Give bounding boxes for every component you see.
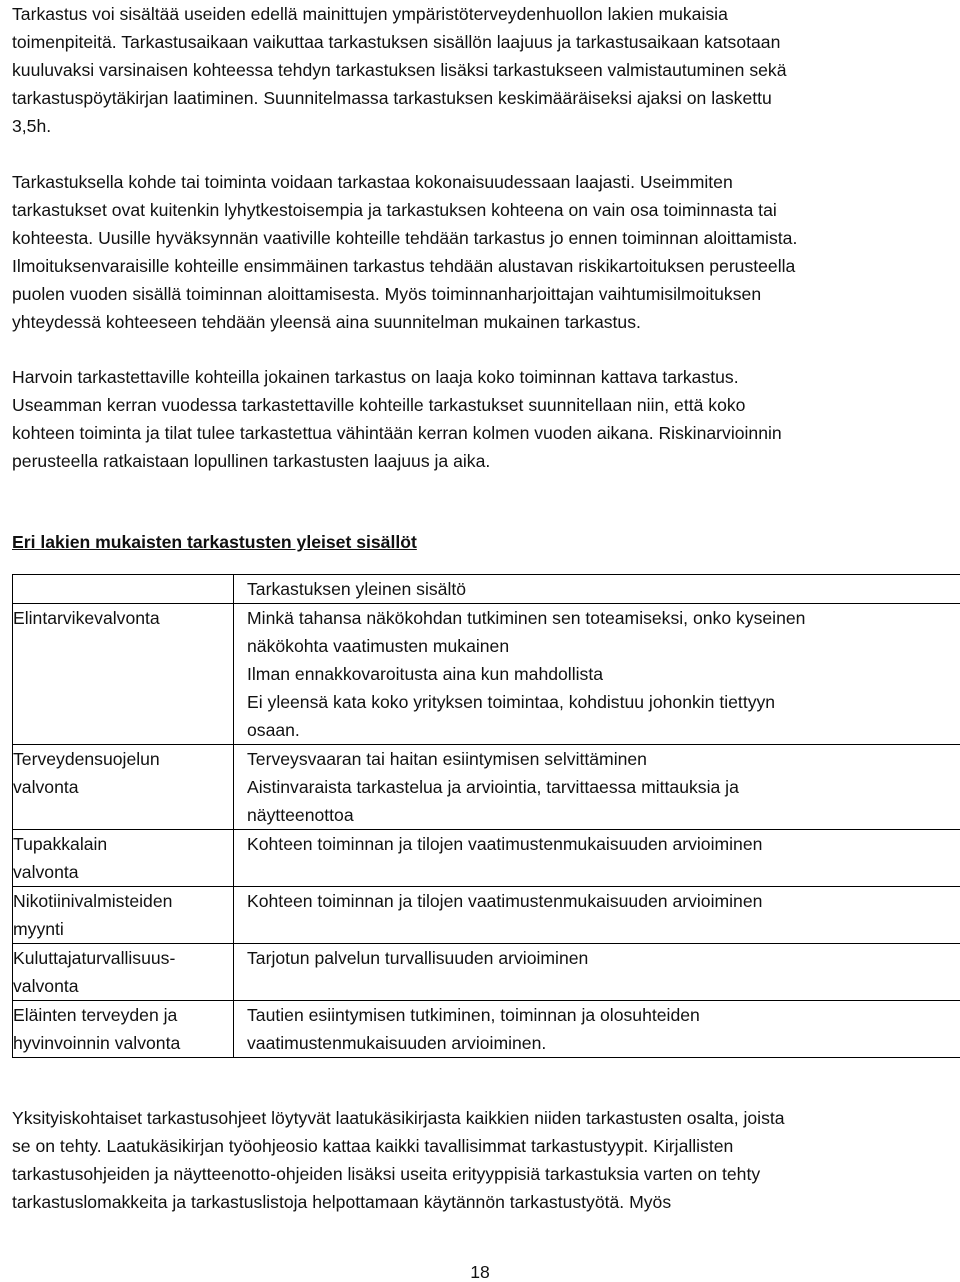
law-name: Nikotiinivalmisteiden (13, 891, 173, 911)
table-header-label: Tarkastuksen yleinen sisältö (247, 579, 467, 599)
law-name: valvonta (13, 777, 79, 797)
section-heading: Eri lakien mukaisten tarkastusten yleiset sisällöt (12, 532, 417, 552)
content-line: vaatimustenmukaisuuden arvioiminen. (247, 1033, 547, 1053)
law-name: hyvinvoinnin valvonta (13, 1033, 181, 1053)
law-name-cell (13, 887, 234, 944)
inspection-content-table (12, 574, 960, 1058)
page-number: 18 (470, 1262, 490, 1282)
table-row (13, 1001, 960, 1058)
content-line: näytteenottoa (247, 805, 354, 825)
content-line: osaan. (247, 720, 300, 740)
law-name-cell (13, 1001, 234, 1058)
content-line: Kohteen toiminnan ja tilojen vaatimustenmukaisuuden arvioiminen (247, 891, 763, 911)
content-line: Kohteen toiminnan ja tilojen vaatimustenmukaisuuden arvioiminen (247, 834, 763, 854)
table-header-row (13, 575, 960, 604)
content-line: Ei yleensä kata koko yrityksen toimintaa, kohdistuu johonkin tiettyyn (247, 692, 776, 712)
text-line: perusteella ratkaistaan lopullinen tarkastusten laajuus ja aika. (12, 451, 491, 471)
table-header-empty-cell (13, 575, 234, 604)
paragraph-inspection-frequency (12, 363, 948, 475)
text-line: yhteydessä kohteeseen tehdään yleensä aina suunnitelman mukainen tarkastus. (12, 312, 641, 332)
content-line: näkökohta vaatimusten mukainen (247, 636, 510, 656)
law-name: Terveydensuojelun (13, 749, 160, 769)
text-line: tarkastuslomakkeita ja tarkastuslistoja helpottamaan käytännön tarkastustyötä. Myös (12, 1192, 672, 1212)
text-line: Harvoin tarkastettaville kohteilla jokainen tarkastus on laaja koko toiminnan kattava tarkastus. (12, 367, 739, 387)
text-line: Ilmoituksenvaraisille kohteille ensimmäinen tarkastus tehdään alustavan riskikartoituksen perusteella (12, 256, 796, 276)
text-line: puolen vuoden sisällä toiminnan aloittamisesta. Myös toiminnanharjoittajan vaihtumisilmoituksen (12, 284, 762, 304)
table-row (13, 604, 960, 745)
text-line: tarkastukset ovat kuitenkin lyhytkestoisempia ja tarkastuksen kohteena on vain osa toiminnasta tai (12, 200, 777, 220)
content-line: Tarjotun palvelun turvallisuuden arvioiminen (247, 948, 589, 968)
table-row (13, 745, 960, 830)
law-content-cell (234, 1001, 960, 1058)
paragraph-inspection-instructions (12, 1104, 948, 1216)
table-row (13, 887, 960, 944)
text-line: kohteen toiminta ja tilat tulee tarkastettua vähintään kerran kolmen vuoden aikana. Riskinarvioinnin (12, 423, 782, 443)
content-line: Terveysvaaran tai haitan esiintymisen selvittäminen (247, 749, 647, 769)
law-name-cell (13, 745, 234, 830)
text-line: Tarkastus voi sisältää useiden edellä mainittujen ympäristöterveydenhuollon lakien mukaisia (12, 4, 728, 24)
law-name-cell (13, 604, 234, 745)
table-row (13, 830, 960, 887)
content-line: Minkä tahansa näkökohdan tutkiminen sen toteamiseksi, onko kyseinen (247, 608, 806, 628)
paragraph-inspection-scope (12, 168, 948, 336)
law-name: valvonta (13, 976, 79, 996)
law-name: valvonta (13, 862, 79, 882)
law-name: Eläinten terveyden ja (13, 1005, 178, 1025)
text-line: se on tehty. Laatukäsikirjan työohjeosio kattaa kaikki tavallisimmat tarkastustyypit. Kirjallisten (12, 1136, 734, 1156)
content-line: Ilman ennakkovaroitusta aina kun mahdollista (247, 664, 603, 684)
text-line: Useamman kerran vuodessa tarkastettaville kohteille tarkastukset suunnitellaan niin, että koko (12, 395, 746, 415)
law-content-cell (234, 830, 960, 887)
content-line: Tautien esiintymisen tutkiminen, toiminnan ja olosuhteiden (247, 1005, 700, 1025)
law-name: Elintarvikevalvonta (13, 608, 160, 628)
law-name-cell (13, 944, 234, 1001)
law-content-cell (234, 745, 960, 830)
content-line: Aistinvaraista tarkastelua ja arviointia, tarvittaessa mittauksia ja (247, 777, 739, 797)
table-header-cell (234, 575, 960, 604)
law-content-cell (234, 944, 960, 1001)
law-name: Kuluttajaturvallisuus- (13, 948, 176, 968)
text-line: tarkastuspöytäkirjan laatiminen. Suunnitelmassa tarkastuksen keskimääräiseksi ajaksi on laskettu (12, 88, 772, 108)
paragraph-inspection-time (12, 0, 948, 140)
text-line: toimenpiteitä. Tarkastusaikaan vaikuttaa tarkastuksen sisällön laajuus ja tarkastusaikaan katsotaan (12, 32, 781, 52)
text-line: Tarkastuksella kohde tai toiminta voidaan tarkastaa kokonaisuudessaan laajasti. Useimmiten (12, 172, 733, 192)
document-page (12, 0, 948, 1216)
table-row (13, 944, 960, 1001)
text-line: Yksityiskohtaiset tarkastusohjeet löytyvät laatukäsikirjasta kaikkien niiden tarkastusten osalta, joista (12, 1108, 785, 1128)
law-name-cell (13, 830, 234, 887)
law-name: myynti (13, 919, 64, 939)
law-content-cell (234, 887, 960, 944)
text-line: kuuluvaksi varsinaisen kohteessa tehdyn tarkastuksen lisäksi tarkastukseen valmistautuminen sekä (12, 60, 787, 80)
text-line: tarkastusohjeiden ja näytteenotto-ohjeiden lisäksi useita erityyppisiä tarkastuksia varten on tehty (12, 1164, 761, 1184)
law-name: Tupakkalain (13, 834, 108, 854)
law-content-cell (234, 604, 960, 745)
text-line: kohteesta. Uusille hyväksynnän vaativille kohteille tehdään tarkastus jo ennen toiminnan aloittamista. (12, 228, 798, 248)
text-line: 3,5h. (12, 116, 52, 136)
